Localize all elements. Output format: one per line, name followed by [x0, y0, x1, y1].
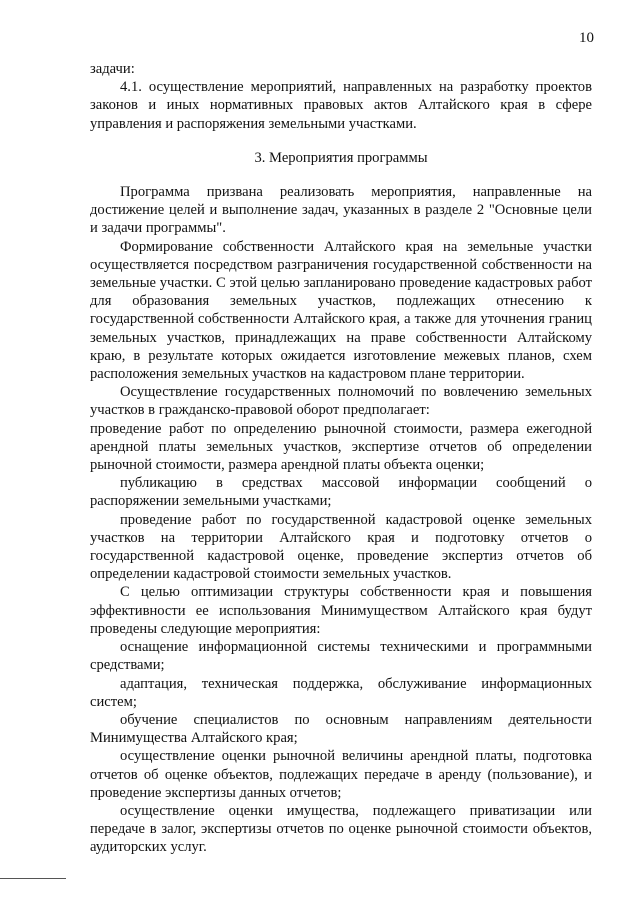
paragraph-tasks-lead: задачи:: [90, 61, 135, 77]
paragraph-optimization: С целью оптимизации структуры собственности края и повышения эффективности ее использования Минимуществом Алтайского края будут проведены следующие мероприятия:: [90, 584, 592, 637]
document-body: [90, 60, 592, 857]
paragraph-rent-valuation: осуществление оценки рыночной величины арендной платы, подготовка отчетов об оценке объектов, подлежащих передаче в аренду (пользование), и проведение экспертизы данных отчетов;: [90, 748, 592, 801]
paragraph-program-intro: Программа призвана реализовать мероприятия, направленные на достижение целей и выполнение задач, указанных в разделе 2 "Основные цели и задачи программы".: [90, 184, 592, 237]
paragraph-property-valuation: осуществление оценки имущества, подлежащего приватизации или передаче в залог, экспертизы отчетов по оценке рыночной стоимости объектов, аудиторских услуг.: [90, 802, 592, 856]
paragraph-training: обучение специалистов по основным направлениям деятельности Минимущества Алтайского края;: [90, 711, 592, 747]
paragraph-market-value-work: проведение работ по определению рыночной стоимости, размера ежегодной арендной платы земельных участков, экспертизе отчетов об определении рыночной стоимости, размера арендной платы объекта оценки;: [90, 420, 592, 474]
paragraph-task-4-1: 4.1. осуществление мероприятий, направленных на разработку проектов законов и иных нормативных правовых актов Алтайского края в сфере управления и распоряжения земельными участками.: [90, 79, 592, 132]
footnote-divider: [0, 878, 66, 879]
paragraph-equipment: оснащение информационной системы техническими и программными средствами;: [90, 639, 592, 674]
page-number: 10: [579, 30, 594, 46]
paragraph-publication: публикацию в средствах массовой информации сообщений о распоряжении земельными участками;: [90, 475, 592, 510]
paragraph-adaptation: адаптация, техническая поддержка, обслуживание информационных систем;: [90, 675, 592, 710]
paragraph-cadastral-valuation: проведение работ по государственной кадастровой оценке земельных участков на территории Алтайского края и подготовку отчетов о государственной кадастровой оценке, проведение экспертиз отчетов об определении кадастровой стоимости земельных участков.: [90, 511, 592, 583]
section-heading: 3. Мероприятия программы: [254, 149, 428, 166]
paragraph-property-formation: Формирование собственности Алтайского края на земельные участки осуществляется посредством разграничения государственной собственности на земельные участки. С этой целью запланировано проведение кадастровых работ для образования земельных участков, подлежащих отнесению к государственной собственности Алтайского края, а также для уточнения границ земельных участков, принадлежащих на праве собственности Алтайскому краю, в результате которых ожидается изготовление межевых планов, схем расположения земельных участков на кадастровом плане территории.: [90, 238, 592, 383]
paragraph-state-powers: Осуществление государственных полномочий по вовлечению земельных участков в гражданско-правовой оборот предполагает:: [90, 384, 592, 419]
